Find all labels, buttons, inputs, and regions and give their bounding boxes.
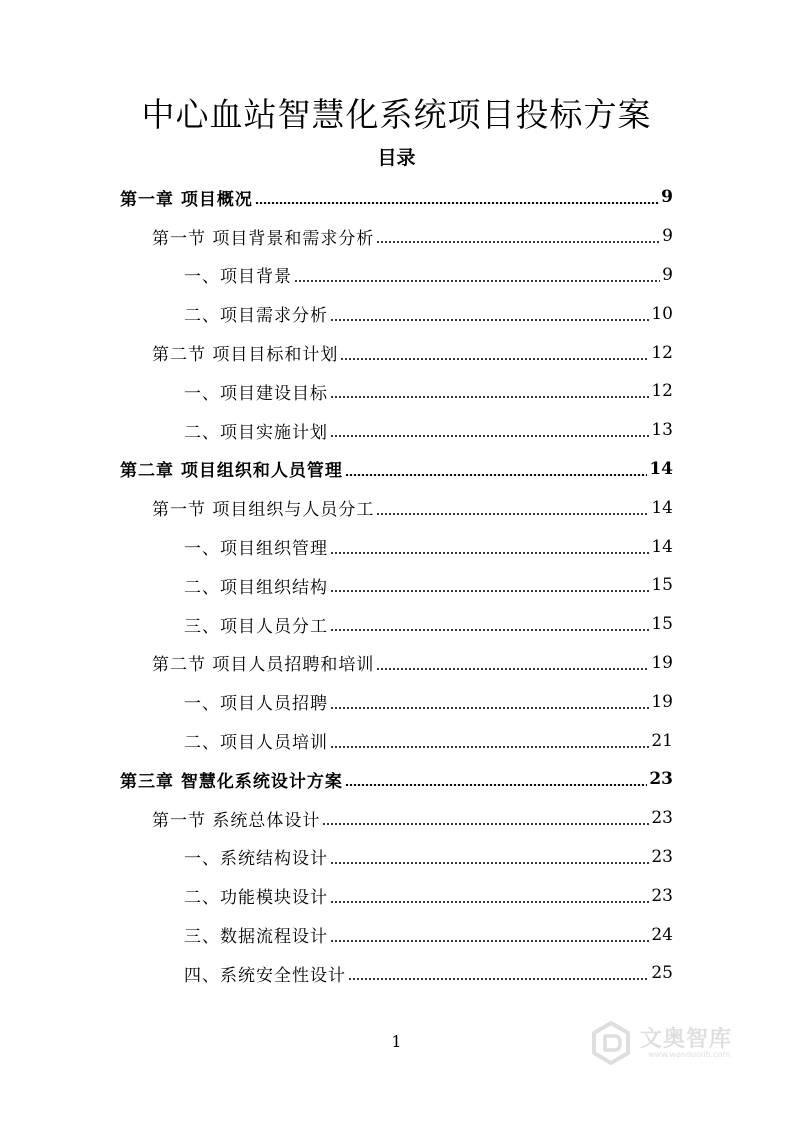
toc-entry-title: 二、功能模块设计	[184, 888, 328, 909]
toc-dot-leader	[294, 280, 660, 282]
toc-entry-title: 第一节 项目背景和需求分析	[152, 228, 375, 249]
toc-entry-title: 二、项目人员培训	[184, 733, 328, 754]
toc-entry-title: 二、项目组织结构	[184, 577, 328, 598]
document-title: 中心血站智慧化系统项目投标方案	[141, 95, 652, 134]
toc-dot-leader	[330, 901, 649, 903]
toc-entry-title: 一、项目人员招聘	[184, 694, 328, 715]
toc-entry-page: 21	[651, 730, 673, 751]
toc-entry-title: 第二章 项目组织和人员管理	[120, 461, 343, 482]
toc-entry-page: 14	[649, 458, 673, 479]
toc-entry[interactable]	[120, 721, 673, 760]
toc-dot-leader	[330, 435, 649, 437]
toc-dot-leader	[330, 746, 649, 748]
toc-entry[interactable]	[120, 605, 673, 644]
toc-entry-page: 9	[662, 264, 673, 285]
toc-entry[interactable]	[120, 372, 673, 411]
toc-entry-page: 15	[651, 575, 673, 596]
toc-entry[interactable]	[120, 876, 673, 915]
toc-entry-page: 23	[649, 769, 673, 790]
toc-dot-leader	[255, 202, 659, 204]
toc-entry-page: 10	[651, 303, 673, 324]
toc-entry-title: 二、项目需求分析	[184, 306, 328, 327]
toc-dot-leader	[330, 396, 649, 398]
toc-entry-page: 19	[651, 652, 673, 673]
toc-dot-leader	[376, 513, 649, 515]
toc-entry-page: 14	[651, 497, 673, 518]
toc-entry-page: 24	[651, 924, 673, 945]
toc-entry-title: 第一节 系统总体设计	[152, 810, 321, 831]
toc-dot-leader	[330, 552, 649, 554]
toc-dot-leader	[322, 823, 649, 825]
toc-entry-title: 第二节 项目目标和计划	[152, 345, 339, 366]
toc-entry-page: 15	[651, 614, 673, 635]
toc-dot-leader	[376, 668, 649, 670]
toc-entry-page: 12	[651, 381, 673, 402]
toc-entry[interactable]	[120, 217, 673, 256]
toc-entry-page: 23	[651, 885, 673, 906]
toc-entry-page: 19	[651, 691, 673, 712]
toc-entry[interactable]	[120, 566, 673, 605]
toc-entry[interactable]	[120, 527, 673, 566]
toc-dot-leader	[330, 940, 649, 942]
toc-heading: 目录	[377, 147, 416, 169]
toc-entry-page: 13	[651, 420, 673, 441]
toc-entry-title: 一、项目建设目标	[184, 383, 328, 404]
toc-entry[interactable]	[120, 915, 673, 954]
toc-dot-leader	[330, 629, 649, 631]
toc-entry-page: 25	[651, 963, 673, 984]
toc-entry-page: 9	[661, 187, 673, 208]
table-of-contents	[120, 178, 673, 993]
toc-entry[interactable]	[120, 954, 673, 993]
toc-entry-title: 一、项目组织管理	[184, 539, 328, 560]
toc-entry[interactable]	[120, 838, 673, 877]
toc-entry-title: 四、系统安全性设计	[184, 965, 346, 986]
toc-entry-page: 23	[651, 808, 673, 829]
toc-dot-leader	[345, 474, 647, 476]
toc-entry[interactable]	[120, 760, 673, 799]
toc-dot-leader	[330, 862, 649, 864]
toc-entry[interactable]	[120, 488, 673, 527]
toc-entry-page: 23	[651, 846, 673, 867]
toc-entry[interactable]	[120, 799, 673, 838]
watermark-url: www.wenduolib.com	[648, 1050, 731, 1059]
watermark	[588, 1018, 768, 1068]
toc-entry-title: 第一节 项目组织与人员分工	[152, 500, 375, 521]
toc-dot-leader	[376, 241, 660, 243]
toc-entry-title: 一、项目背景	[184, 267, 292, 288]
toc-dot-leader	[330, 707, 649, 709]
toc-entry[interactable]	[120, 644, 673, 683]
toc-entry-title: 第二节 项目人员招聘和培训	[152, 655, 375, 676]
toc-entry[interactable]	[120, 450, 673, 489]
toc-entry[interactable]	[120, 411, 673, 450]
toc-entry[interactable]	[120, 333, 673, 372]
toc-entry-page: 14	[651, 536, 673, 557]
toc-entry-title: 三、项目人员分工	[184, 616, 328, 637]
toc-dot-leader	[340, 358, 649, 360]
toc-entry-title: 第三章 智慧化系统设计方案	[120, 771, 343, 792]
toc-entry-title: 二、项目实施计划	[184, 422, 328, 443]
toc-entry[interactable]	[120, 256, 673, 295]
toc-dot-leader	[348, 978, 649, 980]
toc-entry-page: 9	[662, 226, 673, 247]
toc-dot-leader	[330, 590, 649, 592]
toc-entry[interactable]	[120, 682, 673, 721]
toc-entry[interactable]	[120, 294, 673, 333]
toc-entry-title: 一、系统结构设计	[184, 849, 328, 870]
watermark-name: 文奥智库	[640, 1027, 733, 1052]
toc-entry-title: 三、数据流程设计	[184, 927, 328, 948]
toc-entry[interactable]	[120, 178, 673, 217]
page-number: 1	[391, 1032, 402, 1051]
toc-dot-leader	[345, 784, 647, 786]
toc-entry-page: 12	[651, 342, 673, 363]
watermark-logo-icon	[588, 1020, 634, 1066]
toc-dot-leader	[330, 319, 649, 321]
toc-entry-title: 第一章 项目概况	[120, 189, 253, 210]
